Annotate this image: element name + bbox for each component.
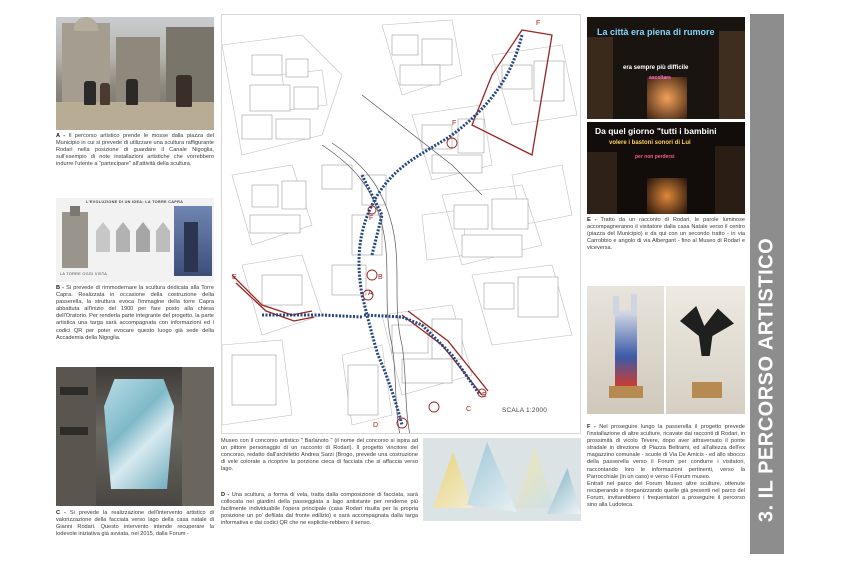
map-marker-c: C (466, 406, 472, 413)
map-marker-e1: E (482, 392, 487, 399)
diagram-b-caption-left: LA TORRE OGGI VISTA (60, 272, 108, 276)
diagram-b-title: L'EVOLUZIONE DI UN IDEA: LA TORRE CAPRA (86, 200, 184, 204)
photo-sail-models (423, 438, 581, 521)
section-c-body: Si prevede la realizzazione dell'intervento artistico di valorizzazione della facciata verso lago della casa natale di Gianni Rodari. Questo intervento intende recuperare la lodevole iniziativa già avviata, nel 2015, dalla Forum - (56, 510, 214, 538)
section-c-text (56, 510, 214, 538)
section-f-body: Nel proseguire lungo la passerella il progetto prevede l'installazione di altre sculture, ricavate dai racconti di Rodari, in prossimità di vicolo Tevere, dopo aver attraversato il ponte stradale in direzione di Piazza Beltrami, ed all'altezza dell'ex magazzino comunale - scuole di Via De Amicis - ed allo sbocco della passerella verso il Forum per condurre i visitatori, raccontando loro le informazioni pertinenti, verso la Parrocchiale (in un caso) e verso il Forum museo. (587, 424, 746, 480)
photo-sculpture-bird (666, 286, 745, 414)
section-c-cont-body: Museo con il concorso artistico " Barlanoto " (il nome del concorso si ispira ad un pittore personaggio di un racconto di Rodari). Il progetto vincitore del concorso, redatto dall'architetto Andrea Sarzi (Brogo, prevede una costruzione di vele colorate a ricoprire la porzione cieca di facciata che si affaccia verso lago. (221, 438, 418, 473)
map-marker-e2: E (232, 274, 237, 281)
map-marker-d: D (373, 422, 379, 429)
section-a-body: Il percorso artistico prende le mosse dalla piazza del Municipio in cui si prevede di utilizzare una scultura raffigurante Rodari nella posizione di guardare il Canale Nigoglia, sull'esempio di note installazioni artistiche che vorrebbero indurre l'utente a "partecipare" all'attività della scultura. (56, 133, 214, 168)
section-c-continued (221, 438, 418, 473)
torre-capra-diagram (56, 198, 214, 282)
section-e-letter: E - (587, 217, 601, 223)
neon-line-4: Da quel giorno "tutti i bambini (595, 126, 717, 136)
diagram-b-caption-right: LA TORRE CAPRA (174, 272, 211, 276)
section-e-text (587, 217, 745, 252)
section-a-text (56, 133, 214, 168)
map-marker-f3: F (369, 215, 374, 222)
section-f-body-2: Entrati nel parco del Forum Museo altre sculture, ottenute recuperando e riorganizzando quelle già presenti nel parco del Forum, invitarebbero i frequentatori a proseguire il percorso sino alla Ludoteca. (587, 480, 745, 509)
section-f-letter: F - (587, 424, 600, 430)
section-a-letter: A - (56, 133, 69, 139)
map-marker-a: A (368, 290, 373, 297)
section-b-letter: B - (56, 285, 67, 291)
neon-line-1: La città era piena di rumore (597, 27, 715, 37)
neon-line-3: ascoltare (649, 75, 671, 81)
neon-line-6: per non perdersi (635, 154, 675, 160)
section-e-body: Tratto da un racconto di Rodari, le parole luminose accompagneranno il visitatore dalla casa Natale verso il centro (piazza del Municipio) e da qui con un secondo tratto - in via Carrobbio e angolo di via Albergant - fino al Museo di Rodari e viceversa. (587, 217, 745, 252)
section-c-letter: C - (56, 510, 70, 516)
photo-neon-words-night (587, 122, 745, 214)
section-d-text (221, 492, 418, 527)
neon-line-5: volere i bastoni sonori di Lui (609, 140, 691, 146)
section-b-text (56, 285, 214, 342)
map-marker-b: B (378, 274, 383, 281)
photo-sculpture-rabbit (587, 286, 664, 414)
section-d-body: Una scultura, a forma di vela, tratta dalla composizione di facciata, sarà collocata nei giardini della passeggiata a lago antistante per renderne più facilmente individuabile l'opera principale (casa Rodari risulta per la propria posizione un po' defilata dal fronte edilizio) e sarà accompagnata dalla targa informativa e dai codici QR che ne esplicite-rebbero il senso. (221, 492, 418, 527)
photo-casa-rodari-facade (56, 367, 214, 506)
photo-neon-words-street (587, 17, 745, 119)
map-scale-label: SCALA 1:2000 (502, 407, 548, 414)
section-b-body: Si prevede di rimmodernare la scultura dedicata alla Torre Capra. Realizzata in occasione della costruzione della passerella, la struttura evoca l'immagine della torre Capra abbattuta all'inizio del 1900 per fare posto alla chiesa dell'Oratorio. Per renderla parte integrante del progetto, la parte artistica una targa sarà accompagnata con informazioni ed i codici QR per poter evocare questo luogo già sede della Accademia della Nigoglia. (56, 285, 215, 341)
section-f-text (587, 424, 745, 509)
section-title: 3. IL PERCORSO ARTISTICO (755, 237, 778, 523)
map-marker-f2: F (452, 120, 457, 127)
photo-municipio-sculpture (56, 17, 214, 130)
section-d-letter: D - (221, 492, 232, 498)
route-map (221, 14, 581, 434)
map-marker-f1: F (536, 20, 541, 27)
neon-line-2: era sempre più difficile (623, 65, 689, 71)
